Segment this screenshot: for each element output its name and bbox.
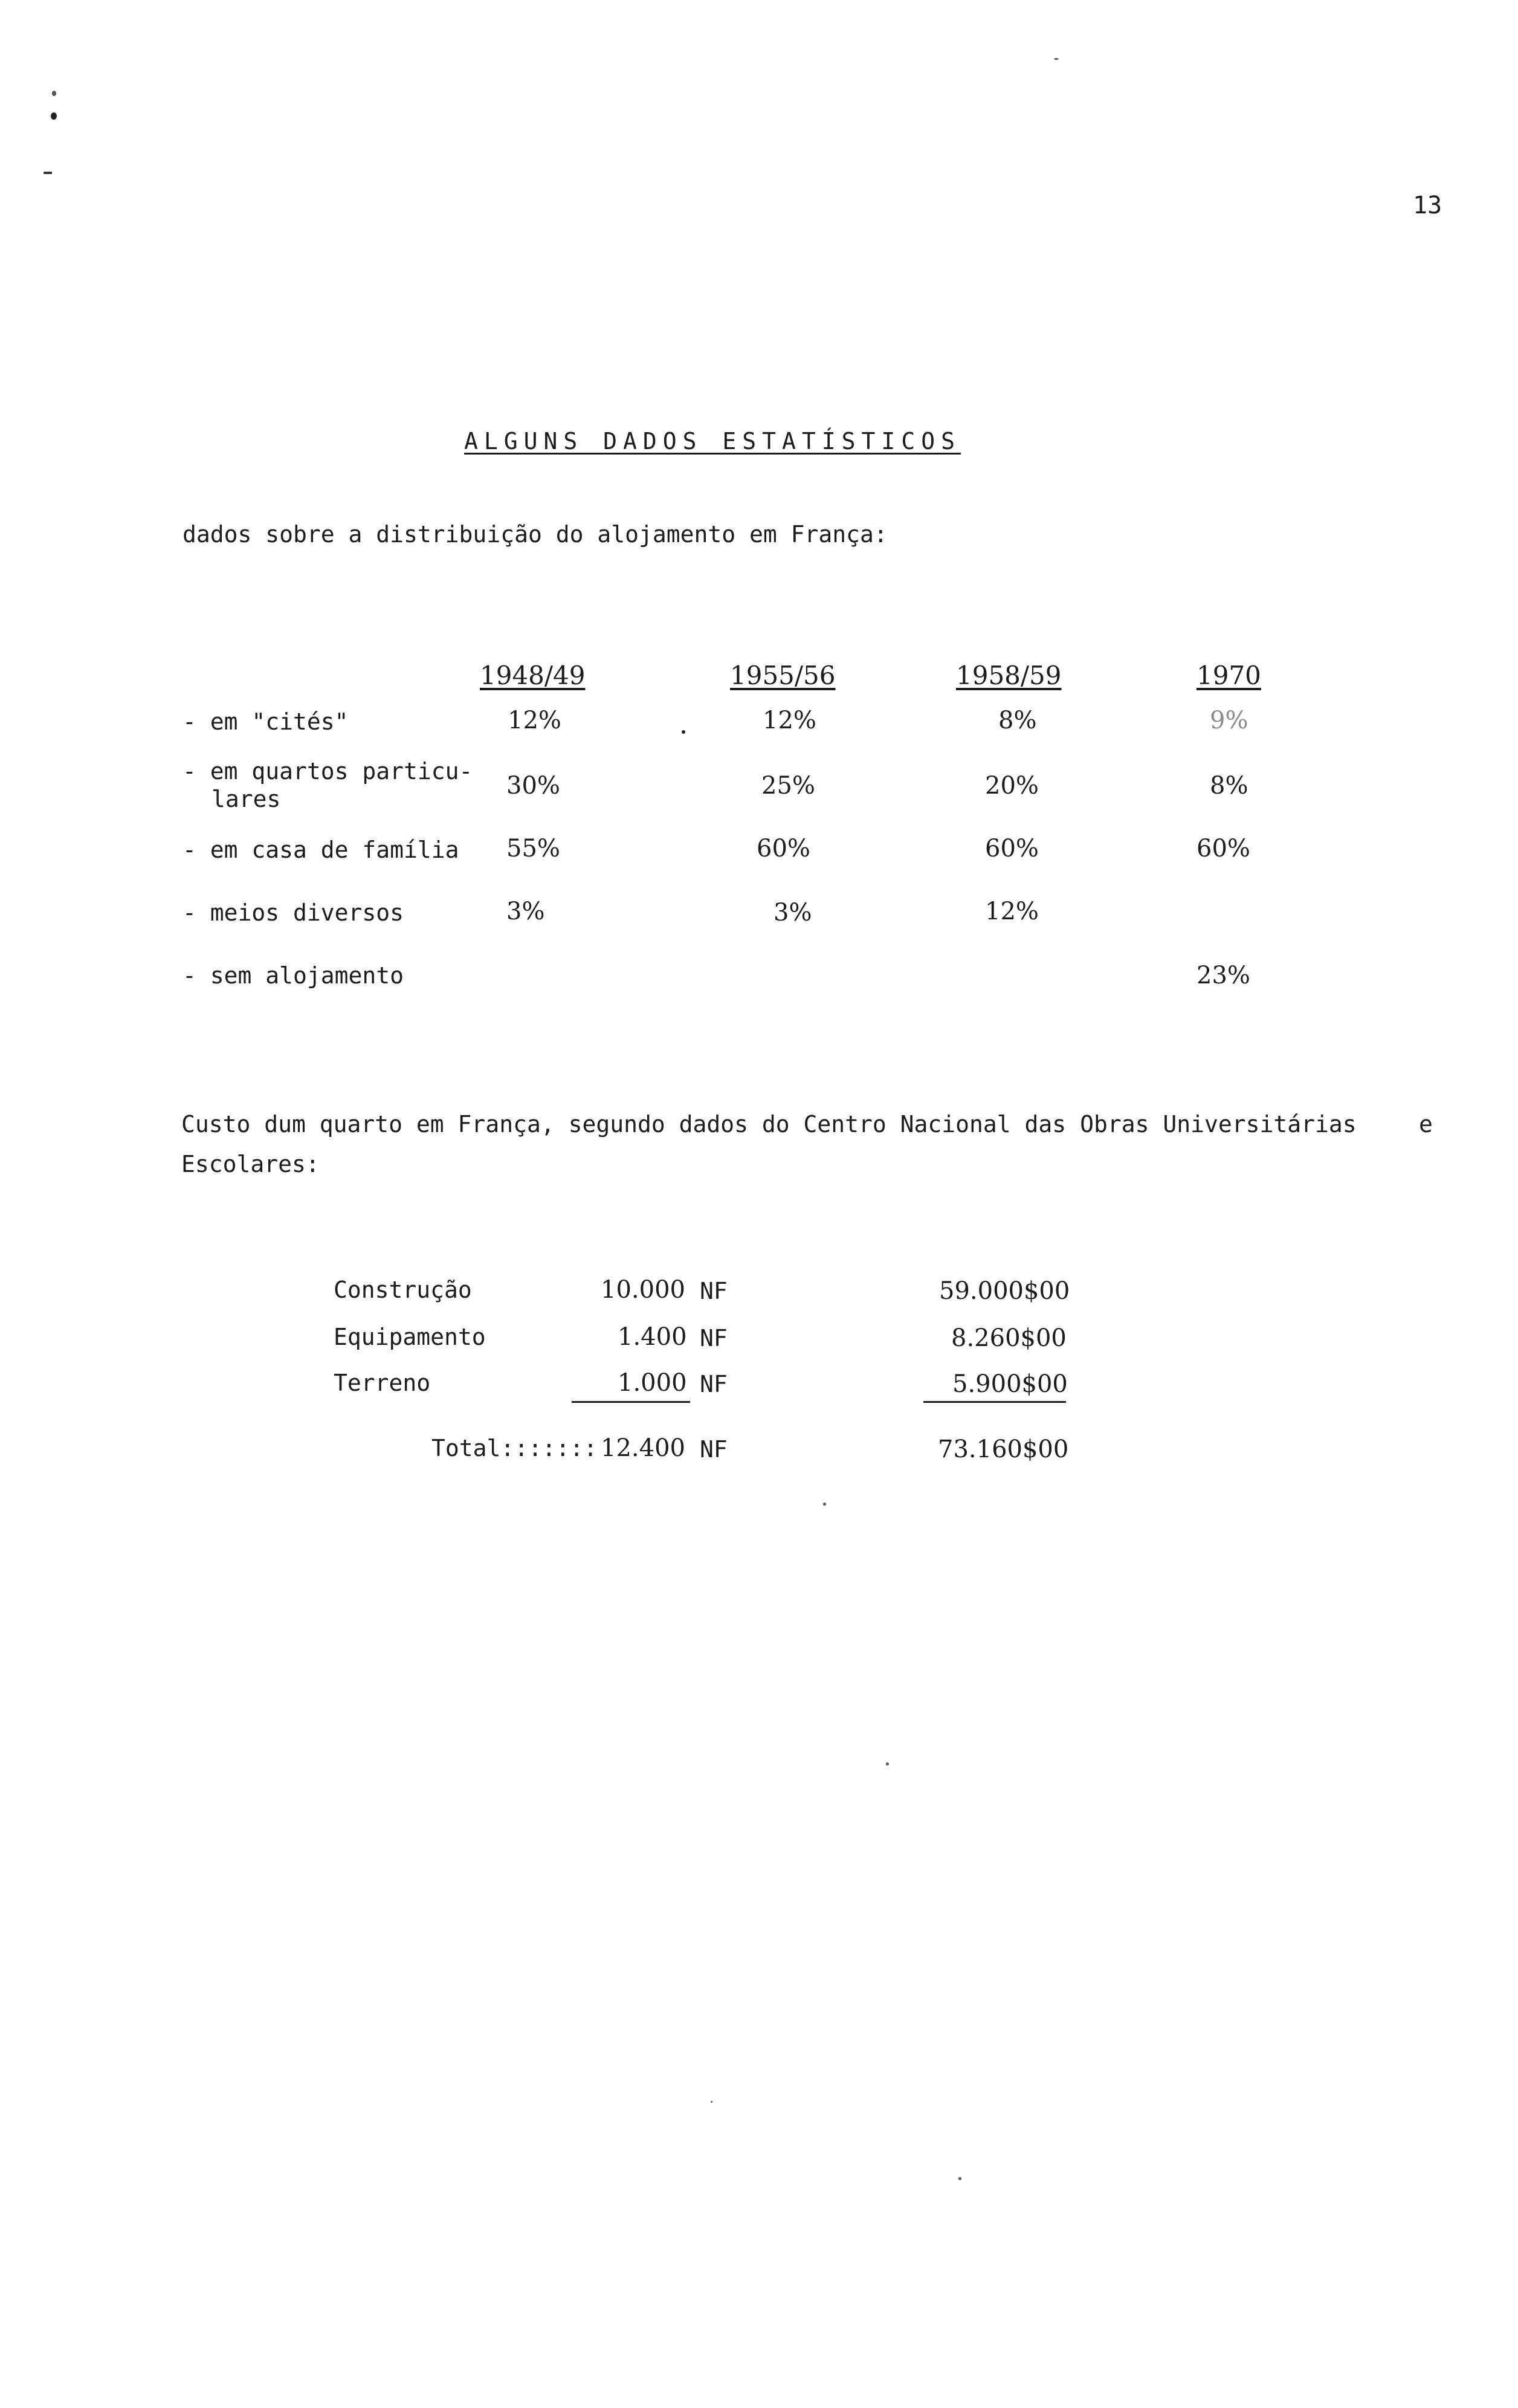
cell-cites-1955: 12% [763,707,816,734]
row-label-cites: - em "cités" [182,708,349,735]
cost-intro-line2: Escolares: [181,1151,320,1177]
row-label-quartos: - em quartos particu- [182,758,473,785]
cell-cites-1948: 12% [508,707,561,734]
row-label-quartos-cont: lares [212,786,281,812]
cost-esc-construcao: 59.000$00 [939,1277,1070,1305]
scan-speck [958,2177,961,2180]
year-header-1948: 1948/49 [480,661,586,690]
row-label-sem-alojamento: - sem alojamento [182,962,404,989]
cost-label-construcao: Construção [334,1277,472,1303]
year-header-1955: 1955/56 [730,661,836,690]
cell-cites-1958: 8% [998,707,1037,734]
cell-diversos-1958: 12% [985,898,1039,925]
scan-speck [886,1762,889,1766]
cell-familia-1970: 60% [1197,835,1250,863]
cost-unit-equipamento: NF [700,1325,728,1351]
year-header-1970: 1970 [1197,661,1261,690]
cell-quartos-1955: 25% [761,772,815,800]
total-unit: NF [700,1436,728,1463]
cost-intro-line1: Custo dum quarto em França, segundo dados do Centro Nacional das Obras Universitárias [181,1111,1357,1138]
cost-intro-e: e [1419,1111,1433,1138]
margin-mark [52,91,56,96]
sum-rule-nf [572,1401,690,1403]
cell-familia-1948: 55% [506,835,560,863]
page-title: ALGUNS DADOS ESTATÍSTICOS [464,428,961,455]
cell-quartos-1958: 20% [985,772,1039,800]
cost-unit-terreno: NF [700,1371,728,1397]
cost-esc-equipamento: 8.260$00 [951,1324,1067,1352]
cell-quartos-1948: 30% [506,772,560,800]
scan-speck [823,1503,826,1506]
cost-nf-equipamento: 1.400 [618,1323,687,1351]
row-label-diversos: - meios diversos [182,899,404,926]
scan-speck [682,730,685,734]
scan-speck [711,2101,712,2103]
scan-speck [1054,58,1059,60]
cell-familia-1958: 60% [985,835,1039,863]
row-label-familia: - em casa de família [182,837,459,863]
cost-esc-terreno: 5.900$00 [952,1370,1068,1398]
sum-rule-esc [923,1401,1066,1403]
cost-label-terreno: Terreno [334,1370,431,1396]
cell-quartos-1970: 8% [1210,772,1248,800]
page-number: 13 [1413,192,1442,219]
cost-label-equipamento: Equipamento [334,1324,486,1350]
margin-mark [51,112,57,120]
margin-mark [44,172,52,174]
housing-intro: dados sobre a distribuição do alojamento em França: [182,521,888,548]
cell-cites-1970: 9% [1210,707,1248,734]
year-header-1958: 1958/59 [956,661,1062,690]
cost-nf-construcao: 10.000 [601,1276,685,1304]
cell-sem-alojamento-1970: 23% [1197,962,1250,989]
total-nf: 12.400 [601,1434,685,1462]
total-esc: 73.160$00 [938,1435,1069,1463]
cell-diversos-1948: 3% [506,898,545,925]
total-label: Total::::::: [431,1435,598,1461]
cell-familia-1955: 60% [757,835,810,863]
cell-diversos-1955: 3% [774,899,812,927]
cost-nf-terreno: 1.000 [618,1369,687,1397]
cost-unit-construcao: NF [700,1278,728,1304]
